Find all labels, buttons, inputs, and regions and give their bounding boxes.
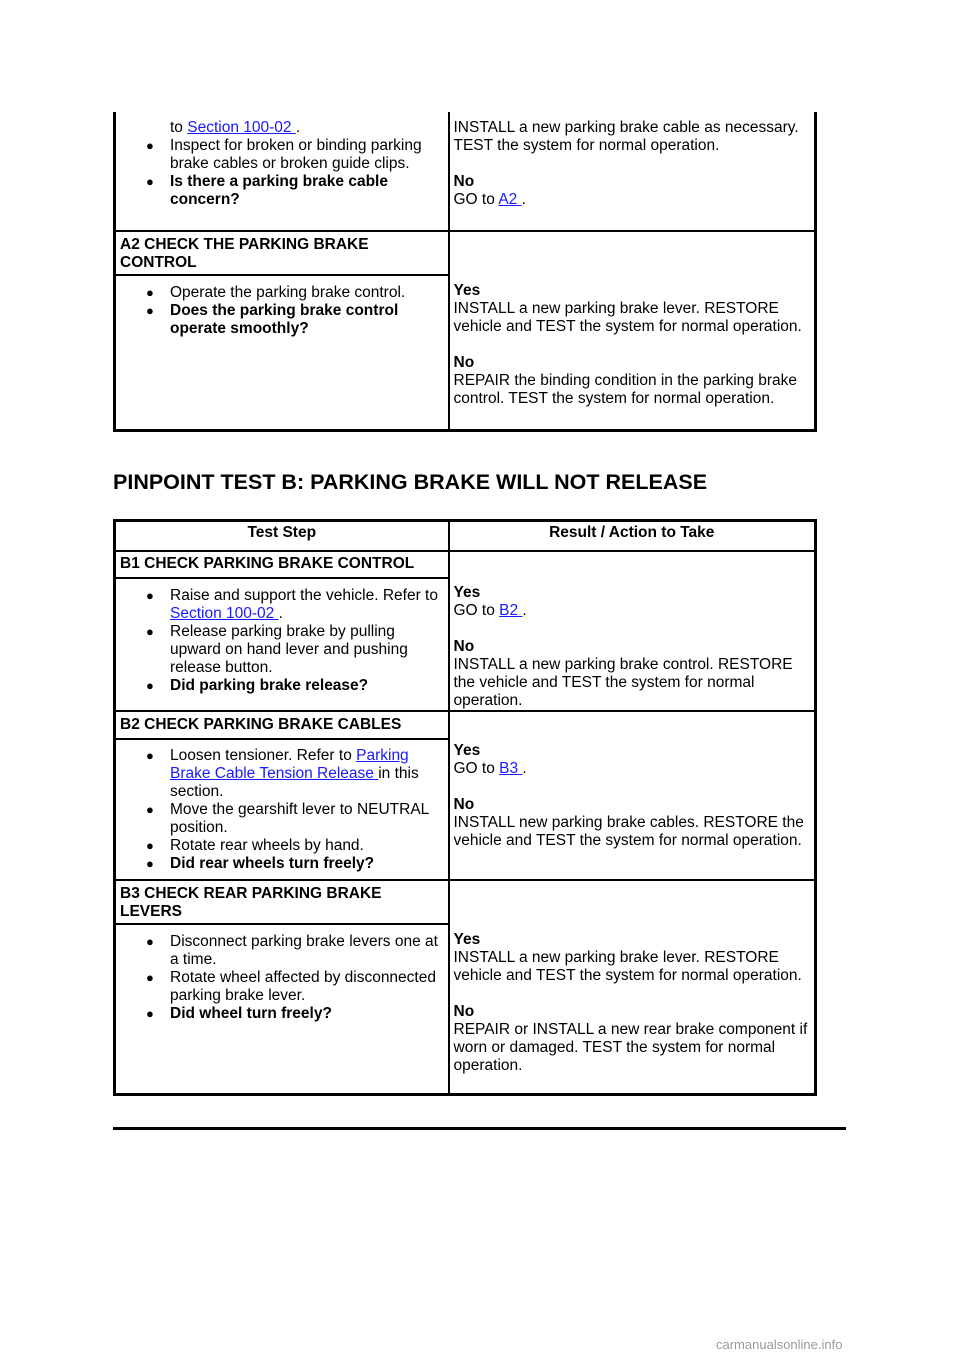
question-item: ● Did parking brake release? bbox=[170, 677, 444, 695]
step-cell bbox=[115, 739, 449, 880]
table-row bbox=[115, 880, 816, 924]
table-row bbox=[115, 112, 816, 231]
section-100-02-link[interactable]: Section 100-02 bbox=[170, 605, 279, 623]
step-title-a2: A2 CHECK THE PARKING BRAKE CONTROL bbox=[115, 231, 449, 275]
question-item: ● Does the parking brake control operate smoothly? bbox=[170, 302, 444, 338]
table-row bbox=[115, 711, 816, 739]
list-item: ● Release parking brake by pulling upward on hand lever and pushing release button. bbox=[170, 623, 444, 677]
tension-release-link[interactable]: Parking Brake Cable Tension Release bbox=[170, 747, 409, 782]
list-item: ● Operate the parking brake control. bbox=[170, 284, 444, 302]
result-cell: Yes INSTALL a new parking brake lever. RESTORE vehicle and TEST the system for normal operation. No REPAIR the binding condition in the parking brake control. TEST the system for normal operation. bbox=[449, 231, 816, 431]
list-item: ● Loosen tensioner. Refer to Parking Brake Cable Tension Release in this section. bbox=[170, 747, 444, 801]
section-title: PINPOINT TEST B: PARKING BRAKE WILL NOT RELEASE bbox=[113, 470, 708, 494]
result-cell: Yes INSTALL a new parking brake lever. RESTORE vehicle and TEST the system for normal operation. No REPAIR or INSTALL a new rear brake component if worn or damaged. TEST the system for normal operation. bbox=[449, 880, 816, 1095]
a2-link[interactable]: A2 bbox=[498, 191, 522, 208]
page-divider bbox=[113, 1127, 846, 1130]
list-item: ● Move the gearshift lever to NEUTRAL position. bbox=[170, 801, 444, 837]
list-item: ● Rotate rear wheels by hand. bbox=[170, 837, 444, 855]
step-cell bbox=[115, 275, 449, 431]
table-header-row bbox=[115, 521, 816, 552]
section-100-02-link[interactable]: Section 100-02 bbox=[187, 119, 296, 136]
column-header: Result / Action to Take bbox=[449, 521, 816, 552]
list-item: ● Raise and support the vehicle. Refer to Section 100-02 . bbox=[170, 587, 444, 623]
step-title-b1: B1 CHECK PARKING BRAKE CONTROL bbox=[115, 551, 449, 578]
b3-link[interactable]: B3 bbox=[499, 760, 523, 777]
step-title-b3: B3 CHECK REAR PARKING BRAKE LEVERS bbox=[115, 880, 449, 924]
table-row bbox=[115, 231, 816, 275]
step-cell bbox=[115, 112, 449, 231]
result-cell: Yes GO to B3 . No INSTALL new parking brake cables. RESTORE the vehicle and TEST the system for normal operation. bbox=[449, 711, 816, 880]
result-cell: INSTALL a new parking brake cable as necessary. TEST the system for normal operation. No GO to A2 . bbox=[449, 112, 816, 231]
list-item: ● Rotate wheel affected by disconnected parking brake lever. bbox=[170, 969, 444, 1005]
question-item: ● Did wheel turn freely? bbox=[170, 1005, 444, 1023]
column-header: Test Step bbox=[115, 521, 449, 552]
step-cell bbox=[115, 924, 449, 1095]
step-cell bbox=[115, 578, 449, 711]
question-item: ● Is there a parking brake cable concern? bbox=[170, 173, 444, 209]
question-item: ● Did rear wheels turn freely? bbox=[170, 855, 444, 873]
table-row bbox=[115, 551, 816, 578]
result-cell: Yes GO to B2 . No INSTALL a new parking brake control. RESTORE the vehicle and TEST the system for normal operation. bbox=[449, 551, 816, 711]
list-item: ● Disconnect parking brake levers one at a time. bbox=[170, 933, 444, 969]
pinpoint-test-b-table bbox=[113, 519, 817, 1096]
list-item: to Section 100-02 . bbox=[170, 119, 301, 136]
footer-watermark: carmanualsonline.info bbox=[716, 1337, 843, 1352]
step-title-b2: B2 CHECK PARKING BRAKE CABLES bbox=[115, 711, 449, 739]
pinpoint-test-a-table bbox=[113, 112, 817, 432]
list-item: ● Inspect for broken or binding parking brake cables or broken guide clips. bbox=[170, 137, 444, 173]
b2-link[interactable]: B2 bbox=[499, 602, 523, 619]
